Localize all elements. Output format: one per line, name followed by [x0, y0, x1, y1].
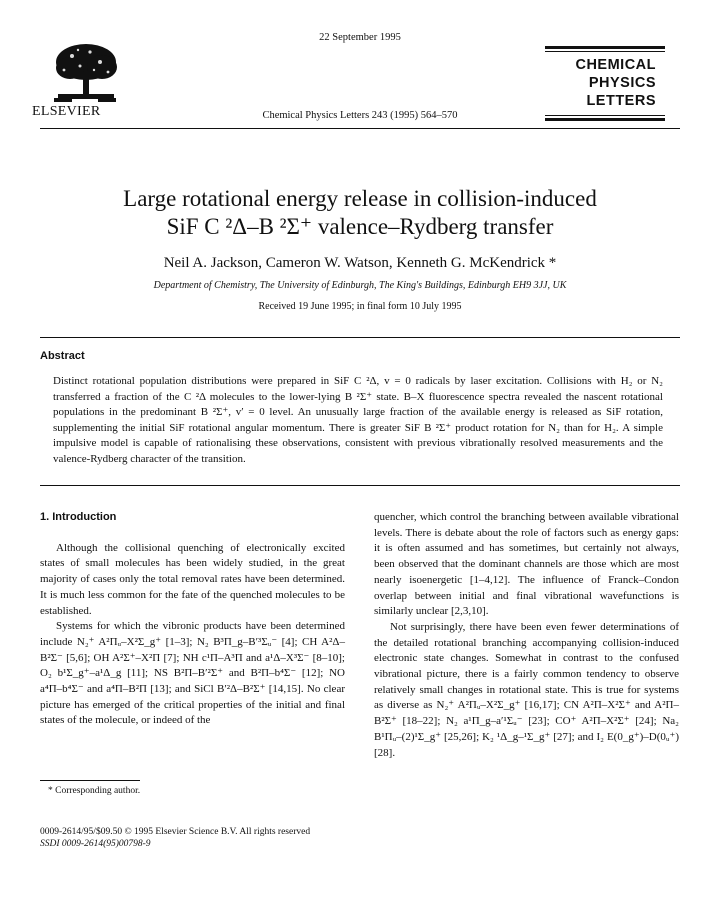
article-title-line-2: SiF C ²Δ–B ²Σ⁺ valence–Rydberg transfer	[166, 214, 554, 239]
journal-top-rule-thin	[545, 51, 665, 52]
abstract-heading: Abstract	[40, 350, 85, 362]
left-column	[40, 510, 345, 729]
section-heading-introduction: 1. Introduction	[40, 511, 117, 523]
affiliation: Department of Chemistry, The University of Edinburgh, The King's Buildings, Edinburgh EH9 3JJ, UK	[153, 280, 567, 291]
received-dates: Received 19 June 1995; in final form 10 July 1995	[258, 301, 462, 312]
author-list: Neil A. Jackson, Cameron W. Watson, Kenneth G. McKendrick *	[163, 255, 557, 271]
journal-title-line-2: PHYSICS	[588, 75, 656, 91]
issue-date: 22 September 1995	[319, 32, 401, 43]
footnote-rule	[40, 780, 140, 781]
elsevier-tree-logo	[50, 40, 122, 104]
journal-title-line-1: CHEMICAL	[575, 57, 656, 73]
journal-title-line-3: LETTERS	[586, 93, 656, 109]
publisher-name: ELSEVIER	[32, 104, 101, 119]
article-title-line-1: Large rotational energy release in collision-induced	[123, 186, 597, 211]
journal-citation: Chemical Physics Letters 243 (1995) 564–570	[262, 110, 458, 121]
corresponding-author-footnote: * Corresponding author.	[48, 786, 141, 796]
body-paragraph: Systems for which the vibronic products have been determined include N₂⁺ A²Πᵤ–X²Σ_g⁺ [1–3]; N₂ B³Π_g–B′³Σᵤ⁻ [4]; CH A²Δ–B²Σ⁻ [5,6]; OH A²Σ⁺–X²Π [7]; NH c¹Π–A³Π and a¹Δ–X³Σ⁻ [8–10]; O₂ b¹Σ_g⁺–a¹Δ_g [11]; NS B²Π–B′²Σ⁺ and B²Π–b⁴Σ⁻ [12]; NO a⁴Π–b⁴Σ⁻ and a⁴Π–B²Π [13]; and SiCl B′²Δ–B²Σ⁺ [14,15]. No clear picture has emerged of the critical properties of the initial and final states of the molecule, or indeed of the	[40, 620, 345, 727]
abstract-top-rule	[40, 337, 680, 338]
abstract-text: Distinct rotational population distributions were prepared in SiF C ²Δ, v = 0 radicals by laser excitation. Collisions with H₂ or N₂ transferred a fraction of the C ²Δ molecules to the lower-lying B ²Σ⁺ state. B–X fluorescence spectra revealed the nascent rotational populations in the predominant B ²Σ⁺, v′ = 0 level. An unusually large fraction of the available energy is released as SiF rotation, supplementing the initial SiF rotational angular momentum. There is greater SiF B ²Σ⁺ product rotation for N₂ than for H₂. A simple impulsive model is capable of rationalising these observations, consistent with previous vibrationally resolved measurements and the valence-Rydberg character of the transition.	[53, 375, 663, 465]
copyright-line: 0009-2614/95/$09.50 © 1995 Elsevier Science B.V. All rights reserved	[40, 827, 311, 837]
abstract-bottom-rule	[40, 485, 680, 486]
abstract-body	[53, 374, 663, 467]
right-column	[374, 510, 679, 761]
journal-bottom-rule-thin	[545, 115, 665, 116]
journal-top-rule-thick	[545, 46, 665, 49]
body-paragraph: quencher, which control the branching between available vibrational levels. There is debate about the role of factors such as energy gaps: it is often assumed and has sometimes, but certainly not always, been observed that the dominant channels are those which are most nearly isoenergetic [1–4,12]. The influence of Franck–Condon overlap between initial and final vibrational wavefunctions is similarly unclear [2,3,10].	[374, 511, 679, 618]
journal-bottom-rule-thick	[545, 118, 665, 121]
ssdi-line: SSDI 0009-2614(95)00798-9	[40, 839, 151, 849]
body-paragraph: Not surprisingly, there have been even fewer determinations of the detailed rotational branching accompanying collision-induced electronic state changes. Somewhat in contrast to the confused vibrational picture, there is a fairly common tendency to observe relatively small changes in rotational state. This is true for systems as diverse as N₂⁺ A²Πᵤ–X²Σ_g⁺ [16,17]; CN A²Π–X²Σ⁺ and A²Π–B²Σ⁺ [18–22]; N₂ a¹Π_g–a′¹Σᵤ⁻ [23]; CO⁺ A²Π–X²Σ⁺ [24]; Na₂ B¹Πᵤ–(2)¹Σ_g⁺ [25,26]; K₂ ¹Δ_g–¹Σ_g⁺ [27]; and I₂ E(0_g⁺)–D(0ᵤ⁺) [28].	[374, 620, 679, 759]
body-paragraph: Although the collisional quenching of electronically excited states of small molecules has been widely studied, in the great majority of cases only the total removal rates have been determined. It is much less common for the fate of the quenched molecules to be established.	[40, 541, 345, 617]
header-rule	[40, 128, 680, 129]
